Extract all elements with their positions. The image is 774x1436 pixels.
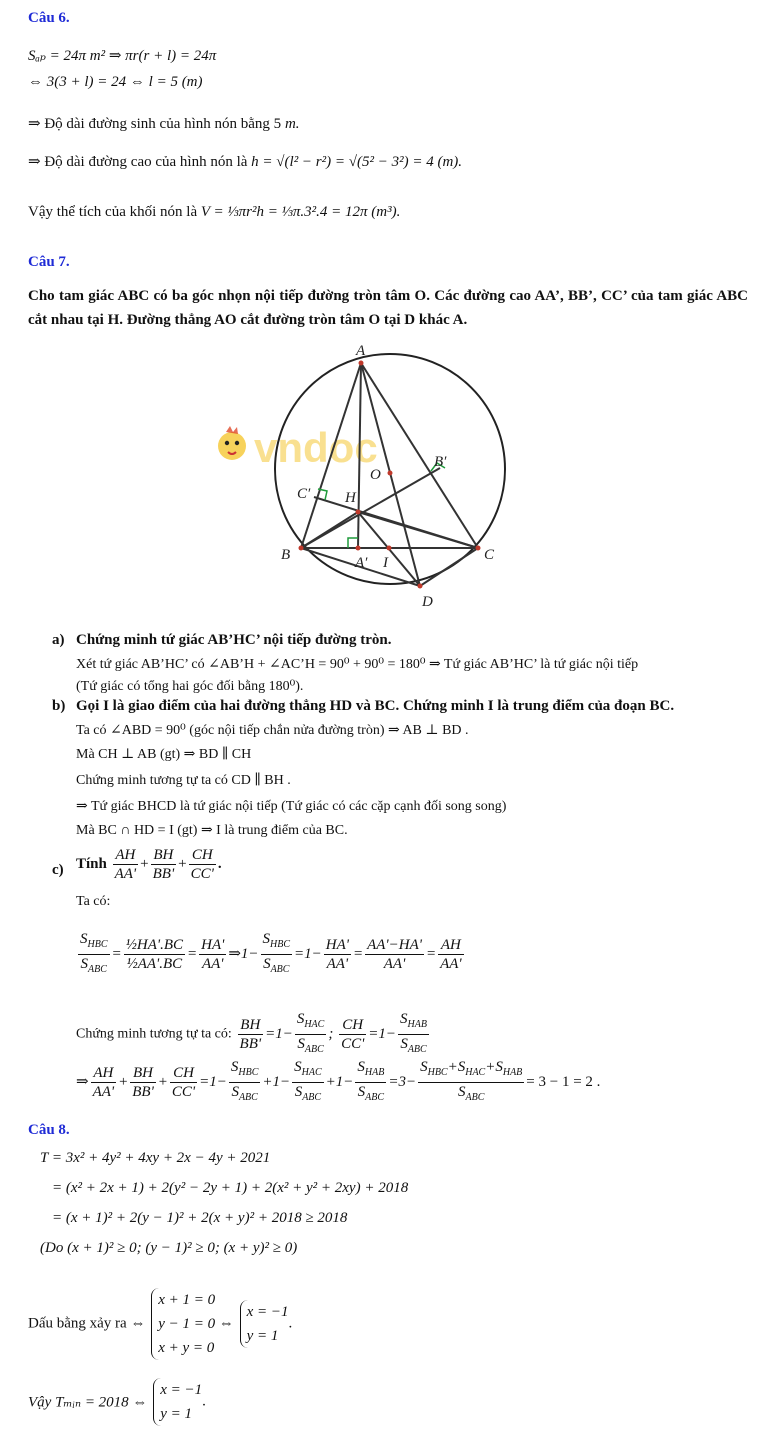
q6-title: Câu 6. xyxy=(28,10,70,26)
q7-b-title: Gọi I là giao điểm của hai đường thẳng HD và BC. Chứng minh I là trung điểm của đoạn BC. xyxy=(76,698,675,714)
label-c: C xyxy=(484,547,495,563)
q8-final-text: Vậy Tₘᵢₙ = 2018 ⇔ xyxy=(28,1394,148,1411)
q8-line-2: = (x² + 2x + 1) + 2(y² − 2y + 1) + 2(x² + y² + 2xy) + 2018 xyxy=(52,1180,409,1196)
q7-b-line-2: Mà CH ⊥ AB (gt) ⇒ BD ∥ CH xyxy=(76,747,252,762)
q8-title: Câu 8. xyxy=(28,1122,70,1138)
q6-line-4-math: h = √(l² − r²) = √(5² − 3²) = 4 (m). xyxy=(251,154,463,170)
label-d: D xyxy=(422,594,433,610)
label-b-prime: B′ xyxy=(434,454,447,470)
q8-equality-condition: Dấu bằng xảy ra ⇔ x + 1 = 0 y − 1 = 0 x + y = 0 ⇔ x = −1 y = 1 . xyxy=(28,1288,292,1360)
watermark-text: vndoc xyxy=(254,424,378,471)
q7-title: Câu 7. xyxy=(28,254,70,270)
q6-line-5 xyxy=(28,204,400,221)
q7-c-label: c) xyxy=(52,862,64,878)
q8-system-2 xyxy=(240,1300,289,1348)
q7-b-line-3: Chứng minh tương tự ta có CD ∥ BH . xyxy=(76,773,291,788)
q7-c-line-2-text: Chứng minh tương tự ta có: xyxy=(76,1026,232,1042)
q7-c-sum-formula: ⇒ $\frac{AH}{AA'}$ + $\frac{BH}{BB'}$ + $\frac{CH}{CC'}$ =1− $\frac{S_{HBC}}{S_{ABC}}$ +1− $\frac{S_{HAC}}{S_{ABC}}$ +1− $\frac{S_{HAB}}{S_{ABC}}$ =3− $\frac{S_{HBC}+S_{HAC}+S_{HAB}}{S_{ABC}}$ = 3 − 1 = 2 . xyxy=(76,1059,601,1103)
label-a: A xyxy=(356,343,366,359)
q7-b-line-5: Mà BC ∩ HD = I (gt) ⇒ I là trung điểm của BC. xyxy=(76,823,348,838)
sys1-eq-2: y − 1 = 0 xyxy=(158,1316,216,1332)
q7-c-heading: Tính $\frac{AH}{AA'}$ + $\frac{BH}{BB'}$ + $\frac{CH}{CC'}$ . xyxy=(76,847,222,882)
label-o: O xyxy=(370,467,381,483)
sys1-eq-3: x + y = 0 xyxy=(158,1340,215,1356)
q7-a-line-1: Xét tứ giác AB’HC’ có ∠AB’H + ∠AC’H = 90⁰ + 90⁰ = 180⁰ ⇒ Tứ giác AB’HC’ là tứ giác nội tiếp xyxy=(76,657,639,672)
q6-line-2: ⇔ 3(3 + l) = 24 ⇔ l = 5 (m) xyxy=(28,74,203,90)
q7-c-line-2: Chứng minh tương tự ta có: $\frac{BH}{BB'}$ =1− $\frac{S_{HAC}}{S_{ABC}}$ ; $\frac{CH}{CC'}$ =1− $\frac{S_{HAB}}{S_{ABC}}$ xyxy=(76,1011,427,1055)
q6-line-3 xyxy=(28,114,300,133)
q7-b-label: b) xyxy=(52,698,66,714)
geometry-figure xyxy=(200,338,540,613)
q7-c-ratio-formula: $\frac{S_{HBC}}{S_{ABC}}$ = $\frac{\text{½HA'.BC}}{\text{½AA'.BC}}$ = $\frac{HA'}{AA'}$ ⇒1− $\frac{S_{HBC}}{S_{ABC}}$ =1− $\frac{HA'}{AA'}$ = $\frac{AA'-HA'}{AA'}$ = $\frac{AH}{AA'}$ xyxy=(80,931,462,975)
q6-line-1: Sₐₚ = 24π m² ⇒ πr(r + l) = 24π xyxy=(28,48,217,64)
sys1-eq-1: x + 1 = 0 xyxy=(158,1292,216,1308)
q7-a-label: a) xyxy=(52,632,65,648)
sys2-eq-2: y = 1 xyxy=(246,1328,279,1344)
q7-a-line-2: (Tứ giác có tổng hai góc đối bằng 180⁰). xyxy=(76,679,304,694)
label-c-prime: C′ xyxy=(297,486,311,502)
label-a-prime: A′ xyxy=(355,555,368,571)
q8-line-4: (Do (x + 1)² ≥ 0; (y − 1)² ≥ 0; (x + y)² ≥ 0) xyxy=(40,1240,298,1256)
vndoc-logo xyxy=(218,424,378,471)
q8-line-1: T = 3x² + 4y² + 4xy + 2x − 4y + 2021 xyxy=(40,1150,271,1166)
sys3-eq-1: x = −1 xyxy=(160,1382,203,1398)
q7-problem: Cho tam giác ABC có ba góc nhọn nội tiếp đường tròn tâm O. Các đường cao AA’, BB’, CC’ của tam giác ABC cắt nhau tại H. Đường thẳng AO cắt đường tròn tâm O tại D khác A. xyxy=(28,288,748,328)
q6-line-3-unit: m. xyxy=(284,116,300,132)
q7-c-result: = 3 − 1 = 2 . xyxy=(526,1073,601,1090)
label-b: B xyxy=(281,547,291,563)
q7-b-line-1: Ta có ∠ABD = 90⁰ (góc nội tiếp chắn nửa đường tròn) ⇒ AB ⊥ BD . xyxy=(76,723,469,738)
q6-line-5-math: V = ⅓πr²h = ⅓π.3².4 = 12π (m³). xyxy=(200,204,401,220)
q6-line-4 xyxy=(28,152,462,171)
q7-c-line-1: Ta có: xyxy=(76,894,111,909)
q7-b-line-4: ⇒ Tứ giác BHCD là tứ giác nội tiếp (Tứ giác có các cặp cạnh đối song song) xyxy=(76,799,507,814)
q8-system-3 xyxy=(153,1378,202,1426)
q6-line-3-text: ⇒ Độ dài đường sinh của hình nón bằng 5 xyxy=(28,116,282,132)
sys3-eq-2: y = 1 xyxy=(160,1406,192,1422)
q8-system-1 xyxy=(151,1288,215,1360)
sys2-eq-1: x = −1 xyxy=(246,1304,289,1320)
q7-c-title: Tính xyxy=(76,856,107,872)
q6-line-5-text: Vậy thể tích của khối nón là xyxy=(28,204,198,220)
q8-conclusion: Vậy Tₘᵢₙ = 2018 ⇔ x = −1 y = 1 . xyxy=(28,1378,206,1426)
q8-eq-text: Dấu bằng xảy ra ⇔ xyxy=(28,1315,146,1332)
q6-line-4-text: ⇒ Độ dài đường cao của hình nón là xyxy=(28,154,248,170)
label-h: H xyxy=(345,490,356,506)
q7-a-title: Chứng minh tứ giác AB’HC’ nội tiếp đường tròn. xyxy=(76,632,392,648)
q8-line-3: = (x + 1)² + 2(y − 1)² + 2(x + y)² + 2018 ≥ 2018 xyxy=(52,1210,348,1226)
label-i: I xyxy=(383,555,388,571)
